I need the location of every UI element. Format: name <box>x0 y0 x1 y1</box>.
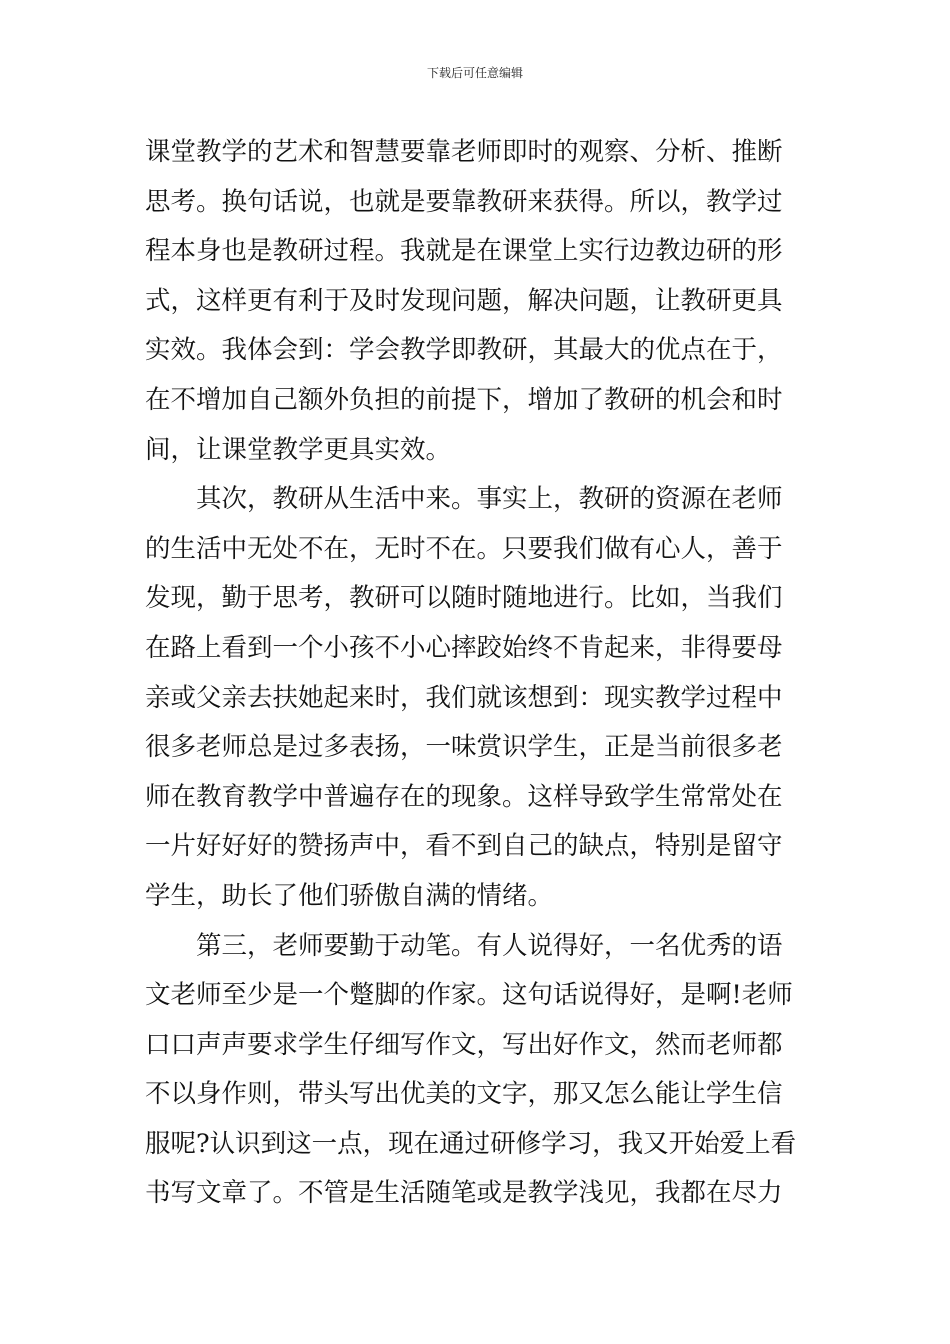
text-line: 间，让课堂教学更具实效。 <box>145 434 452 465</box>
text-line: 课堂教学的艺术和智慧要靠老师即时的观察、分析、推断 <box>145 137 783 167</box>
text-line: 师在教育教学中普遍存在的现象。这样导致学生常常处在 <box>145 781 783 812</box>
page-header: 下载后可任意编辑 <box>426 66 523 80</box>
text-line: 一片好好好的赞扬声中，看不到自己的缺点，特别是留守 <box>145 831 783 862</box>
text-line: 其次，教研从生活中来。事实上，教研的资源在老师 <box>145 484 783 515</box>
text-line: 不以身作则，带头写出优美的文字，那又怎么能让学生信 <box>145 1079 783 1110</box>
text-line: 式，这样更有利于及时发现问题，解决问题，让教研更具 <box>145 285 783 316</box>
text-line: 很多老师总是过多表扬，一味赏识学生，正是当前很多老 <box>145 732 783 763</box>
text-line: 程本身也是教研过程。我就是在课堂上实行边教边研的形 <box>145 236 783 267</box>
text-line: 文老师至少是一个蹩脚的作家。这句话说得好，是啊!老师 <box>145 980 793 1011</box>
text-line: 口口声声要求学生仔细写作文，写出好作文，然而老师都 <box>145 1029 783 1060</box>
text-line: 在路上看到一个小孩不小心摔跤始终不肯起来，非得要母 <box>145 632 783 663</box>
text-line: 服呢?认识到这一点，现在通过研修学习，我又开始爱上看 <box>145 1128 797 1159</box>
document-body <box>145 128 813 1219</box>
text-line: 在不增加自己额外负担的前提下，增加了教研的机会和时 <box>145 384 783 415</box>
text-line: 学生，助长了他们骄傲自满的情绪。 <box>145 880 554 911</box>
text-line: 的生活中无处不在，无时不在。只要我们做有心人，善于 <box>145 533 783 564</box>
text-line: 思考。换句话说，也就是要靠教研来获得。所以，教学过 <box>145 186 783 217</box>
text-line: 书写文章了。不管是生活随笔或是教学浅见，我都在尽力 <box>145 1178 783 1209</box>
text-line: 实效。我体会到：学会教学即教研，其最大的优点在于， <box>145 335 783 366</box>
text-line: 亲或父亲去扶她起来时，我们就该想到：现实教学过程中 <box>145 682 783 713</box>
text-line: 第三，老师要勤于动笔。有人说得好，一名优秀的语 <box>145 930 783 961</box>
text-line: 发现，勤于思考，教研可以随时随地进行。比如，当我们 <box>145 583 783 614</box>
